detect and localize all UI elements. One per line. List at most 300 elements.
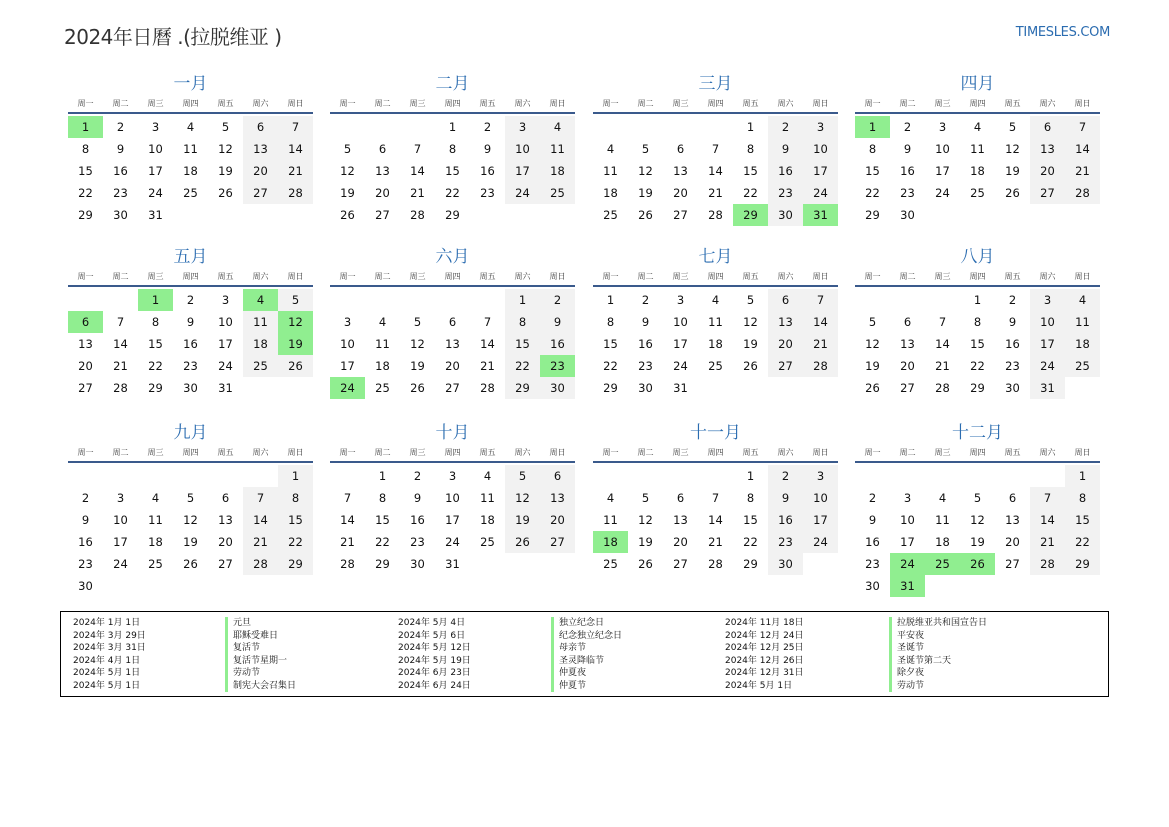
day-cell[interactable]: 11 xyxy=(935,513,950,527)
day-cell[interactable]: 27 xyxy=(445,381,460,395)
day-cell[interactable]: 2 xyxy=(1008,293,1017,307)
day-cell[interactable]: 27 xyxy=(900,381,915,395)
day-cell[interactable]: 9 xyxy=(540,311,575,333)
day-cell[interactable]: 5 xyxy=(973,491,982,505)
day-cell[interactable]: 10 xyxy=(673,315,688,329)
day-cell[interactable]: 12 xyxy=(743,315,758,329)
day-cell[interactable]: 11 xyxy=(480,491,495,505)
day-cell[interactable]: 11 xyxy=(970,142,985,156)
day-cell[interactable]: 17 xyxy=(673,337,688,351)
day-cell[interactable]: 28 xyxy=(480,381,495,395)
day-cell[interactable]: 4 xyxy=(483,469,492,483)
day-cell[interactable]: 14 xyxy=(803,311,838,333)
day-cell[interactable]: 7 xyxy=(413,142,422,156)
day-cell[interactable]: 11 xyxy=(603,513,618,527)
day-cell[interactable]: 29 xyxy=(865,208,880,222)
day-cell[interactable]: 25 xyxy=(1065,355,1100,377)
day-cell[interactable]: 26 xyxy=(638,557,653,571)
day-cell[interactable]: 1 xyxy=(606,293,615,307)
day-cell[interactable]: 27 xyxy=(375,208,390,222)
day-cell[interactable]: 18 xyxy=(708,337,723,351)
day-cell[interactable]: 25 xyxy=(708,359,723,373)
day-cell[interactable]: 10 xyxy=(803,487,838,509)
day-cell[interactable]: 14 xyxy=(1065,138,1100,160)
day-cell[interactable]: 5 xyxy=(221,120,230,134)
day-cell[interactable]: 8 xyxy=(606,315,615,329)
day-cell[interactable]: 23 xyxy=(900,186,915,200)
day-cell[interactable]: 7 xyxy=(938,315,947,329)
day-cell[interactable]: 3 xyxy=(1030,289,1065,311)
day-cell[interactable]: 31 xyxy=(445,557,460,571)
day-cell[interactable]: 1 xyxy=(68,116,103,138)
day-cell[interactable]: 14 xyxy=(410,164,425,178)
day-cell[interactable]: 27 xyxy=(243,182,278,204)
day-cell[interactable]: 28 xyxy=(113,381,128,395)
day-cell[interactable]: 9 xyxy=(483,142,492,156)
day-cell[interactable]: 12 xyxy=(970,513,985,527)
day-cell[interactable]: 18 xyxy=(593,531,628,553)
day-cell[interactable]: 18 xyxy=(935,535,950,549)
day-cell[interactable]: 16 xyxy=(480,164,495,178)
day-cell[interactable]: 12 xyxy=(638,164,653,178)
day-cell[interactable]: 18 xyxy=(183,164,198,178)
day-cell[interactable]: 19 xyxy=(638,535,653,549)
day-cell[interactable]: 2 xyxy=(81,491,90,505)
day-cell[interactable]: 22 xyxy=(603,359,618,373)
day-cell[interactable]: 27 xyxy=(540,531,575,553)
day-cell[interactable]: 18 xyxy=(243,333,278,355)
day-cell[interactable]: 20 xyxy=(375,186,390,200)
day-cell[interactable]: 16 xyxy=(113,164,128,178)
day-cell[interactable]: 1 xyxy=(746,120,755,134)
day-cell[interactable]: 26 xyxy=(183,557,198,571)
day-cell[interactable]: 29 xyxy=(970,381,985,395)
day-cell[interactable]: 27 xyxy=(673,557,688,571)
day-cell[interactable]: 24 xyxy=(803,182,838,204)
day-cell[interactable]: 17 xyxy=(445,513,460,527)
day-cell[interactable]: 22 xyxy=(375,535,390,549)
day-cell[interactable]: 18 xyxy=(1065,333,1100,355)
day-cell[interactable]: 22 xyxy=(970,359,985,373)
day-cell[interactable]: 7 xyxy=(278,116,313,138)
day-cell[interactable]: 8 xyxy=(1065,487,1100,509)
day-cell[interactable]: 3 xyxy=(343,315,352,329)
day-cell[interactable]: 25 xyxy=(603,208,618,222)
day-cell[interactable]: 1 xyxy=(138,289,173,311)
day-cell[interactable]: 21 xyxy=(935,359,950,373)
day-cell[interactable]: 14 xyxy=(1030,509,1065,531)
day-cell[interactable]: 4 xyxy=(938,491,947,505)
day-cell[interactable]: 7 xyxy=(711,491,720,505)
day-cell[interactable]: 8 xyxy=(746,142,755,156)
day-cell[interactable]: 21 xyxy=(803,333,838,355)
day-cell[interactable]: 10 xyxy=(803,138,838,160)
day-cell[interactable]: 23 xyxy=(78,557,93,571)
day-cell[interactable]: 4 xyxy=(186,120,195,134)
day-cell[interactable]: 9 xyxy=(1008,315,1017,329)
day-cell[interactable]: 14 xyxy=(113,337,128,351)
day-cell[interactable]: 21 xyxy=(113,359,128,373)
day-cell[interactable]: 4 xyxy=(1065,289,1100,311)
day-cell[interactable]: 10 xyxy=(113,513,128,527)
day-cell[interactable]: 28 xyxy=(410,208,425,222)
day-cell[interactable]: 15 xyxy=(445,164,460,178)
day-cell[interactable]: 15 xyxy=(743,164,758,178)
day-cell[interactable]: 6 xyxy=(221,491,230,505)
day-cell[interactable]: 11 xyxy=(540,138,575,160)
day-cell[interactable]: 21 xyxy=(1065,160,1100,182)
day-cell[interactable]: 19 xyxy=(970,535,985,549)
day-cell[interactable]: 25 xyxy=(925,553,960,575)
day-cell[interactable]: 9 xyxy=(903,142,912,156)
day-cell[interactable]: 31 xyxy=(1030,377,1065,399)
day-cell[interactable]: 1 xyxy=(855,116,890,138)
day-cell[interactable]: 19 xyxy=(1005,164,1020,178)
day-cell[interactable]: 16 xyxy=(540,333,575,355)
day-cell[interactable]: 17 xyxy=(218,337,233,351)
day-cell[interactable]: 15 xyxy=(1065,509,1100,531)
day-cell[interactable]: 20 xyxy=(540,509,575,531)
day-cell[interactable]: 12 xyxy=(278,311,313,333)
day-cell[interactable]: 17 xyxy=(935,164,950,178)
day-cell[interactable]: 22 xyxy=(865,186,880,200)
day-cell[interactable]: 18 xyxy=(480,513,495,527)
day-cell[interactable]: 19 xyxy=(340,186,355,200)
day-cell[interactable]: 13 xyxy=(78,337,93,351)
day-cell[interactable]: 4 xyxy=(606,491,615,505)
day-cell[interactable]: 3 xyxy=(505,116,540,138)
day-cell[interactable]: 20 xyxy=(218,535,233,549)
day-cell[interactable]: 26 xyxy=(1005,186,1020,200)
day-cell[interactable]: 11 xyxy=(1065,311,1100,333)
day-cell[interactable]: 3 xyxy=(116,491,125,505)
day-cell[interactable]: 20 xyxy=(243,160,278,182)
day-cell[interactable]: 10 xyxy=(505,138,540,160)
day-cell[interactable]: 22 xyxy=(278,531,313,553)
day-cell[interactable]: 24 xyxy=(803,531,838,553)
day-cell[interactable]: 24 xyxy=(445,535,460,549)
day-cell[interactable]: 22 xyxy=(743,535,758,549)
day-cell[interactable]: 21 xyxy=(708,186,723,200)
day-cell[interactable]: 5 xyxy=(186,491,195,505)
day-cell[interactable]: 26 xyxy=(278,355,313,377)
day-cell[interactable]: 29 xyxy=(603,381,618,395)
day-cell[interactable]: 6 xyxy=(676,142,685,156)
day-cell[interactable]: 10 xyxy=(445,491,460,505)
day-cell[interactable]: 28 xyxy=(243,553,278,575)
day-cell[interactable]: 26 xyxy=(410,381,425,395)
day-cell[interactable]: 13 xyxy=(375,164,390,178)
day-cell[interactable]: 5 xyxy=(505,465,540,487)
day-cell[interactable]: 6 xyxy=(448,315,457,329)
day-cell[interactable]: 26 xyxy=(865,381,880,395)
day-cell[interactable]: 30 xyxy=(900,208,915,222)
day-cell[interactable]: 25 xyxy=(183,186,198,200)
day-cell[interactable]: 18 xyxy=(603,186,618,200)
day-cell[interactable]: 2 xyxy=(413,469,422,483)
day-cell[interactable]: 20 xyxy=(78,359,93,373)
day-cell[interactable]: 19 xyxy=(183,535,198,549)
day-cell[interactable]: 1 xyxy=(1065,465,1100,487)
day-cell[interactable]: 27 xyxy=(673,208,688,222)
day-cell[interactable]: 7 xyxy=(1065,116,1100,138)
day-cell[interactable]: 19 xyxy=(218,164,233,178)
day-cell[interactable]: 15 xyxy=(148,337,163,351)
day-cell[interactable]: 3 xyxy=(221,293,230,307)
day-cell[interactable]: 23 xyxy=(865,557,880,571)
day-cell[interactable]: 30 xyxy=(768,553,803,575)
day-cell[interactable]: 21 xyxy=(340,535,355,549)
day-cell[interactable]: 10 xyxy=(218,315,233,329)
day-cell[interactable]: 13 xyxy=(768,311,803,333)
day-cell[interactable]: 6 xyxy=(903,315,912,329)
day-cell[interactable]: 6 xyxy=(378,142,387,156)
day-cell[interactable]: 23 xyxy=(183,359,198,373)
day-cell[interactable]: 12 xyxy=(340,164,355,178)
day-cell[interactable]: 17 xyxy=(148,164,163,178)
day-cell[interactable]: 6 xyxy=(540,465,575,487)
day-cell[interactable]: 25 xyxy=(148,557,163,571)
day-cell[interactable]: 19 xyxy=(410,359,425,373)
day-cell[interactable]: 14 xyxy=(708,513,723,527)
day-cell[interactable]: 6 xyxy=(68,311,103,333)
day-cell[interactable]: 24 xyxy=(218,359,233,373)
day-cell[interactable]: 21 xyxy=(708,535,723,549)
day-cell[interactable]: 13 xyxy=(445,337,460,351)
day-cell[interactable]: 19 xyxy=(278,333,313,355)
day-cell[interactable]: 24 xyxy=(890,553,925,575)
day-cell[interactable]: 26 xyxy=(505,531,540,553)
day-cell[interactable]: 4 xyxy=(606,142,615,156)
day-cell[interactable]: 21 xyxy=(1030,531,1065,553)
day-cell[interactable]: 22 xyxy=(148,359,163,373)
day-cell[interactable]: 13 xyxy=(673,164,688,178)
day-cell[interactable]: 27 xyxy=(218,557,233,571)
day-cell[interactable]: 5 xyxy=(746,293,755,307)
day-cell[interactable]: 15 xyxy=(743,513,758,527)
day-cell[interactable]: 9 xyxy=(768,487,803,509)
day-cell[interactable]: 23 xyxy=(540,355,575,377)
day-cell[interactable]: 24 xyxy=(330,377,365,399)
day-cell[interactable]: 30 xyxy=(865,579,880,593)
day-cell[interactable]: 17 xyxy=(1030,333,1065,355)
day-cell[interactable]: 20 xyxy=(445,359,460,373)
day-cell[interactable]: 12 xyxy=(410,337,425,351)
day-cell[interactable]: 14 xyxy=(480,337,495,351)
day-cell[interactable]: 4 xyxy=(378,315,387,329)
day-cell[interactable]: 3 xyxy=(676,293,685,307)
day-cell[interactable]: 2 xyxy=(641,293,650,307)
day-cell[interactable]: 6 xyxy=(1030,116,1065,138)
day-cell[interactable]: 29 xyxy=(148,381,163,395)
day-cell[interactable]: 30 xyxy=(410,557,425,571)
day-cell[interactable]: 5 xyxy=(641,491,650,505)
day-cell[interactable]: 1 xyxy=(505,289,540,311)
day-cell[interactable]: 14 xyxy=(935,337,950,351)
day-cell[interactable]: 4 xyxy=(973,120,982,134)
day-cell[interactable]: 10 xyxy=(900,513,915,527)
day-cell[interactable]: 16 xyxy=(768,509,803,531)
day-cell[interactable]: 22 xyxy=(1065,531,1100,553)
day-cell[interactable]: 9 xyxy=(116,142,125,156)
day-cell[interactable]: 4 xyxy=(243,289,278,311)
day-cell[interactable]: 16 xyxy=(1005,337,1020,351)
day-cell[interactable]: 27 xyxy=(1030,182,1065,204)
day-cell[interactable]: 2 xyxy=(903,120,912,134)
day-cell[interactable]: 8 xyxy=(868,142,877,156)
day-cell[interactable]: 16 xyxy=(638,337,653,351)
site-name[interactable]: TIMESLES.COM xyxy=(1015,25,1110,40)
day-cell[interactable]: 8 xyxy=(448,142,457,156)
day-cell[interactable]: 12 xyxy=(218,142,233,156)
day-cell[interactable]: 4 xyxy=(711,293,720,307)
day-cell[interactable]: 26 xyxy=(340,208,355,222)
day-cell[interactable]: 22 xyxy=(743,186,758,200)
day-cell[interactable]: 7 xyxy=(711,142,720,156)
day-cell[interactable]: 3 xyxy=(803,465,838,487)
day-cell[interactable]: 2 xyxy=(116,120,125,134)
day-cell[interactable]: 6 xyxy=(243,116,278,138)
day-cell[interactable]: 24 xyxy=(1030,355,1065,377)
day-cell[interactable]: 18 xyxy=(148,535,163,549)
day-cell[interactable]: 21 xyxy=(480,359,495,373)
day-cell[interactable]: 30 xyxy=(113,208,128,222)
day-cell[interactable]: 2 xyxy=(186,293,195,307)
day-cell[interactable]: 4 xyxy=(151,491,160,505)
day-cell[interactable]: 14 xyxy=(278,138,313,160)
day-cell[interactable]: 8 xyxy=(81,142,90,156)
day-cell[interactable]: 16 xyxy=(768,160,803,182)
day-cell[interactable]: 30 xyxy=(183,381,198,395)
day-cell[interactable]: 24 xyxy=(148,186,163,200)
day-cell[interactable]: 4 xyxy=(540,116,575,138)
day-cell[interactable]: 16 xyxy=(900,164,915,178)
day-cell[interactable]: 16 xyxy=(410,513,425,527)
day-cell[interactable]: 12 xyxy=(1005,142,1020,156)
day-cell[interactable]: 22 xyxy=(445,186,460,200)
day-cell[interactable]: 8 xyxy=(973,315,982,329)
day-cell[interactable]: 23 xyxy=(1005,359,1020,373)
day-cell[interactable]: 15 xyxy=(78,164,93,178)
day-cell[interactable]: 19 xyxy=(743,337,758,351)
day-cell[interactable]: 28 xyxy=(1065,182,1100,204)
day-cell[interactable]: 10 xyxy=(148,142,163,156)
day-cell[interactable]: 8 xyxy=(378,491,387,505)
day-cell[interactable]: 1 xyxy=(378,469,387,483)
day-cell[interactable]: 18 xyxy=(540,160,575,182)
day-cell[interactable]: 8 xyxy=(746,491,755,505)
day-cell[interactable]: 7 xyxy=(243,487,278,509)
day-cell[interactable]: 24 xyxy=(505,182,540,204)
day-cell[interactable]: 16 xyxy=(78,535,93,549)
day-cell[interactable]: 21 xyxy=(278,160,313,182)
day-cell[interactable]: 17 xyxy=(113,535,128,549)
day-cell[interactable]: 22 xyxy=(78,186,93,200)
day-cell[interactable]: 15 xyxy=(375,513,390,527)
day-cell[interactable]: 25 xyxy=(480,535,495,549)
day-cell[interactable]: 28 xyxy=(935,381,950,395)
day-cell[interactable]: 5 xyxy=(868,315,877,329)
day-cell[interactable]: 12 xyxy=(183,513,198,527)
day-cell[interactable]: 23 xyxy=(480,186,495,200)
day-cell[interactable]: 27 xyxy=(1005,557,1020,571)
day-cell[interactable]: 20 xyxy=(673,535,688,549)
day-cell[interactable]: 9 xyxy=(641,315,650,329)
day-cell[interactable]: 28 xyxy=(803,355,838,377)
day-cell[interactable]: 19 xyxy=(865,359,880,373)
day-cell[interactable]: 21 xyxy=(410,186,425,200)
day-cell[interactable]: 25 xyxy=(243,355,278,377)
day-cell[interactable]: 2 xyxy=(768,116,803,138)
day-cell[interactable]: 17 xyxy=(505,160,540,182)
day-cell[interactable]: 15 xyxy=(278,509,313,531)
day-cell[interactable]: 8 xyxy=(278,487,313,509)
day-cell[interactable]: 31 xyxy=(218,381,233,395)
day-cell[interactable]: 11 xyxy=(603,164,618,178)
day-cell[interactable]: 13 xyxy=(673,513,688,527)
day-cell[interactable]: 5 xyxy=(641,142,650,156)
day-cell[interactable]: 29 xyxy=(733,204,768,226)
day-cell[interactable]: 16 xyxy=(183,337,198,351)
day-cell[interactable]: 11 xyxy=(243,311,278,333)
day-cell[interactable]: 1 xyxy=(973,293,982,307)
day-cell[interactable]: 29 xyxy=(505,377,540,399)
day-cell[interactable]: 3 xyxy=(151,120,160,134)
day-cell[interactable]: 31 xyxy=(803,204,838,226)
day-cell[interactable]: 28 xyxy=(278,182,313,204)
day-cell[interactable]: 17 xyxy=(803,160,838,182)
day-cell[interactable]: 9 xyxy=(413,491,422,505)
day-cell[interactable]: 21 xyxy=(243,531,278,553)
day-cell[interactable]: 10 xyxy=(1030,311,1065,333)
day-cell[interactable]: 14 xyxy=(243,509,278,531)
day-cell[interactable]: 20 xyxy=(1030,160,1065,182)
day-cell[interactable]: 29 xyxy=(1065,553,1100,575)
day-cell[interactable]: 7 xyxy=(1030,487,1065,509)
day-cell[interactable]: 11 xyxy=(375,337,390,351)
day-cell[interactable]: 17 xyxy=(340,359,355,373)
day-cell[interactable]: 25 xyxy=(540,182,575,204)
day-cell[interactable]: 31 xyxy=(890,575,925,597)
day-cell[interactable]: 20 xyxy=(673,186,688,200)
day-cell[interactable]: 27 xyxy=(78,381,93,395)
day-cell[interactable]: 7 xyxy=(483,315,492,329)
day-cell[interactable]: 14 xyxy=(340,513,355,527)
day-cell[interactable]: 15 xyxy=(603,337,618,351)
day-cell[interactable]: 26 xyxy=(638,208,653,222)
day-cell[interactable]: 31 xyxy=(148,208,163,222)
day-cell[interactable]: 17 xyxy=(900,535,915,549)
day-cell[interactable]: 7 xyxy=(803,289,838,311)
day-cell[interactable]: 8 xyxy=(505,311,540,333)
day-cell[interactable]: 18 xyxy=(970,164,985,178)
day-cell[interactable]: 2 xyxy=(768,465,803,487)
day-cell[interactable]: 13 xyxy=(1005,513,1020,527)
day-cell[interactable]: 31 xyxy=(673,381,688,395)
day-cell[interactable]: 7 xyxy=(343,491,352,505)
day-cell[interactable]: 12 xyxy=(638,513,653,527)
day-cell[interactable]: 12 xyxy=(865,337,880,351)
day-cell[interactable]: 1 xyxy=(448,120,457,134)
day-cell[interactable]: 15 xyxy=(505,333,540,355)
day-cell[interactable]: 20 xyxy=(900,359,915,373)
day-cell[interactable]: 9 xyxy=(186,315,195,329)
day-cell[interactable]: 28 xyxy=(708,557,723,571)
day-cell[interactable]: 20 xyxy=(1005,535,1020,549)
day-cell[interactable]: 30 xyxy=(540,377,575,399)
day-cell[interactable]: 9 xyxy=(81,513,90,527)
day-cell[interactable]: 23 xyxy=(410,535,425,549)
